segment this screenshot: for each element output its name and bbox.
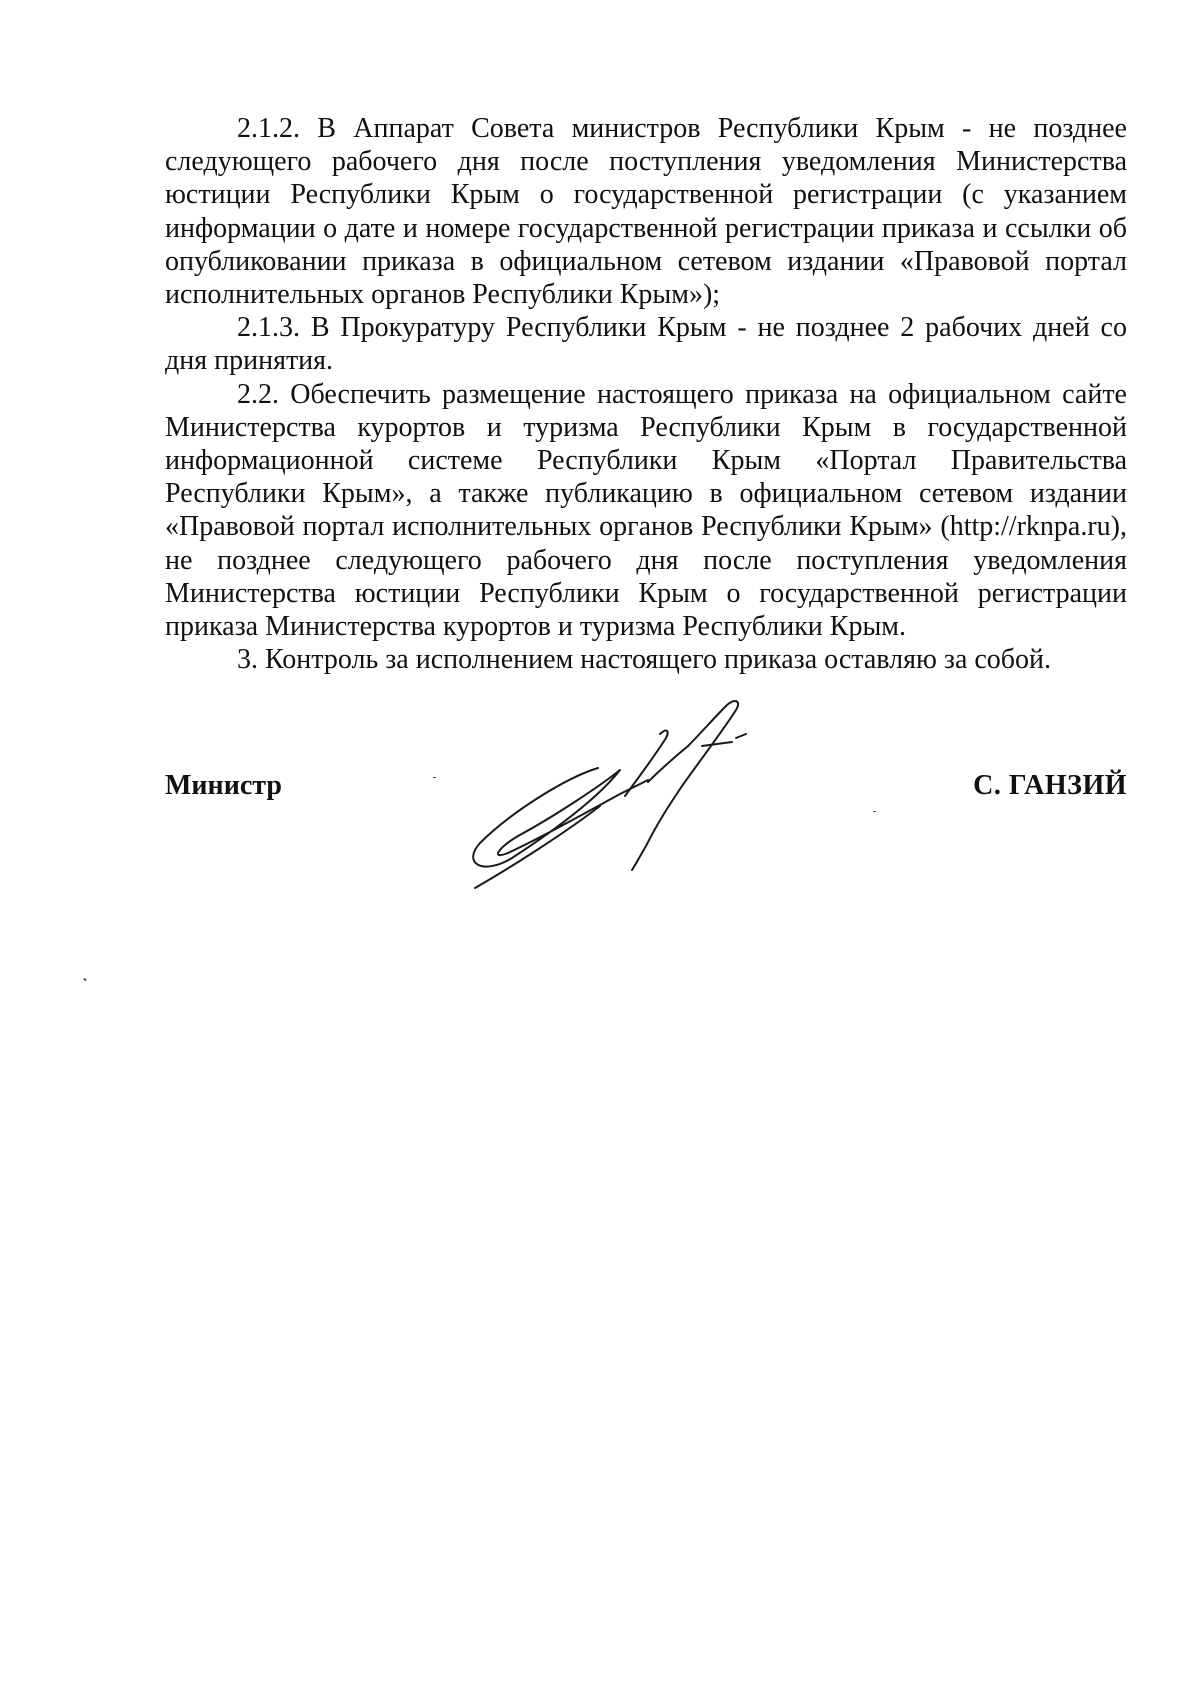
scan-speck — [83, 978, 87, 981]
scan-speck — [433, 777, 436, 778]
scan-speck — [873, 811, 876, 812]
handwritten-signature — [470, 698, 810, 898]
paragraph-3: 3. Контроль за исполнением настоящего приказа оставляю за собой. — [237, 644, 1052, 676]
position-title: Министр — [165, 770, 282, 801]
signer-name: С. ГАНЗИЙ — [973, 770, 1127, 801]
paragraph-2-1-2: 2.1.2. В Аппарат Совета министров Республики Крым - не позднее следующего рабочего дня после поступления уведомления Министерства юстиции Республики Крым о государственной регистрации (с указанием информации о дате и номере государственной регистрации приказа и ссылки об опубликовании приказа в официальном сетевом издании «Правовой портал исполнительных органов Республики Крым»); — [165, 113, 1127, 311]
order-body-text — [165, 112, 1127, 676]
paragraph-2-2: 2.2. Обеспечить размещение настоящего приказа на официальном сайте Министерства курортов и туризма Республики Крым в государственной информационной системе Республики Крым «Портал Правительства Республики Крым», а также публикацию в официальном сетевом издании «Правовой портал исполнительных органов Республики Крым» (http://rknpa.ru), не позднее следующего рабочего дня после поступления уведомления Министерства юстиции Республики Крым о государственной регистрации приказа Министерства курортов и туризма Республики Крым. — [165, 378, 1127, 643]
paragraph-2-1-3: 2.1.3. В Прокуратуру Республики Крым - не позднее 2 рабочих дней со дня принятия. — [165, 312, 1127, 377]
